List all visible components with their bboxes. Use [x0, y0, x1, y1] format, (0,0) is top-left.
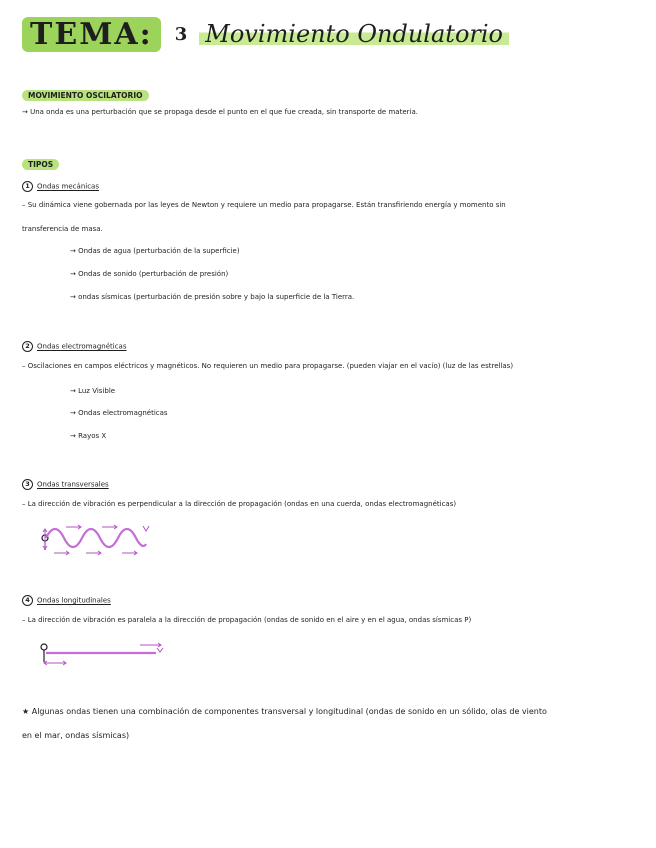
footnote-line2: en el mar, ondas sísmicas): [22, 731, 130, 740]
type3-line1: – La dirección de vibración es perpendicular a la dirección de propagación (ondas en una cuerda, ondas electromagnéticas): [22, 500, 457, 508]
section-oscilatorio: [22, 83, 149, 102]
type1-line1: – Su dinámica viene gobernada por las leyes de Newton y requiere un medio para propagarse. Están transfiriendo energía y momento sin: [22, 201, 506, 209]
type2-line1: – Oscilaciones en campos eléctricos y magnéticos. No requieren un medio para propagarse. (pueden viajar en el vacío) (luz de las estrellas): [22, 362, 514, 370]
section-tipos: [22, 152, 59, 171]
type4-heading: [22, 590, 111, 609]
type1-line2: transferencia de masa.: [22, 225, 103, 233]
oscilatorio-definition: → Una onda es una perturbación que se propaga desde el punto en el que fue creada, sin transporte de materia.: [22, 108, 418, 116]
transverse-wave-diagram: [36, 522, 156, 558]
type2-number: 2: [22, 341, 33, 352]
section-label: MOVIMIENTO OSCILATORIO: [22, 90, 149, 101]
section-label: TIPOS: [22, 159, 59, 170]
type1-heading: [22, 176, 99, 195]
type2-item: → Luz Visible: [70, 387, 116, 395]
type2-item: → Rayos X: [70, 432, 107, 440]
type4-title: Ondas longitudinales: [37, 596, 111, 605]
type4-line1: – La dirección de vibración es paralela a la dirección de propagación (ondas de sonido en el aire y en el agua, ondas sísmicas P): [22, 616, 472, 624]
title-number: 3: [174, 23, 188, 45]
type1-item: → ondas sísmicas (perturbación de presión sobre y bajo la superficie de la Tierra.: [70, 293, 355, 301]
type3-title: Ondas transversales: [37, 480, 109, 489]
type1-item: → Ondas de sonido (perturbación de presión): [70, 270, 229, 278]
type2-heading: [22, 336, 126, 355]
type1-title: Ondas mecánicas: [37, 182, 99, 191]
footnote-line1: ★ Algunas ondas tienen una combinación de componentes transversal y longitudinal (ondas de sonido en un sólido, olas de viento: [22, 707, 547, 716]
transverse-wave: [46, 529, 146, 547]
type3-number: 3: [22, 479, 33, 490]
type2-title: Ondas electromagnéticas: [37, 342, 127, 351]
page-title: [22, 18, 509, 50]
type4-number: 4: [22, 595, 33, 606]
type3-heading: [22, 474, 109, 493]
direction-mark: [143, 526, 149, 531]
longitudinal-wave-diagram: [36, 638, 166, 668]
type2-item: → Ondas electromagnéticas: [70, 409, 168, 417]
direction-mark: [157, 648, 163, 652]
title-text: Movimiento Ondulatorio: [199, 20, 509, 48]
source-circle: [41, 644, 47, 650]
type1-item: → Ondas de agua (perturbación de la superficie): [70, 247, 240, 255]
type1-number: 1: [22, 181, 33, 192]
title-tema: TEMA:: [22, 17, 161, 52]
